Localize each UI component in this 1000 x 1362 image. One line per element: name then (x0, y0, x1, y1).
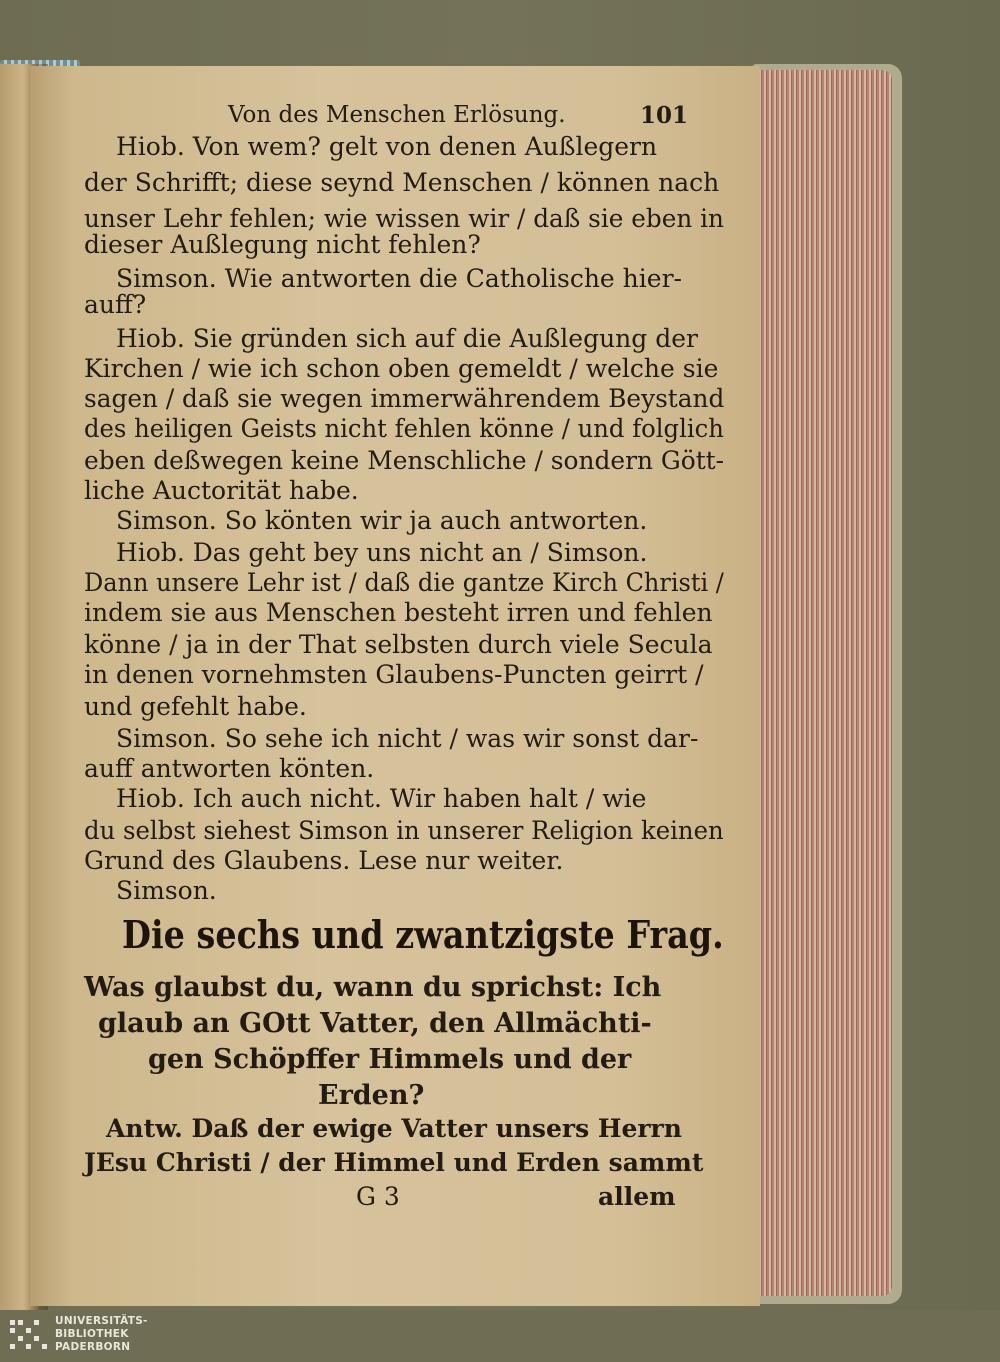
question-line: Erden? (318, 1080, 425, 1111)
logo-line: BIBLIOTHEK (55, 1328, 129, 1340)
text-line: liche Auctorität habe. (84, 476, 359, 505)
question-heading: Die sechs und zwantzigste Frag. (122, 912, 724, 957)
answer-line: Antw. Daß der ewige Vatter unsers Herrn (106, 1114, 682, 1143)
text-line: Grund des Glaubens. Lese nur weiter. (84, 846, 564, 875)
text-line: könne / ja in der That selbsten durch viele Secula (84, 630, 713, 659)
page-block-edges (742, 70, 892, 1296)
page-number: 101 (640, 102, 689, 129)
signature-mark: G 3 (356, 1182, 400, 1211)
text-line: dieser Außlegung nicht fehlen? (84, 230, 481, 259)
question-line: gen Schöpffer Himmels und der (148, 1044, 632, 1075)
text-line: Hiob. Ich auch nicht. Wir haben halt / wie (116, 784, 647, 813)
text-line: in denen vornehmsten Glaubens-Puncten geirrt / (84, 660, 704, 689)
book-page (30, 66, 760, 1306)
question-line: glaub an GOtt Vatter, den Allmächti- (98, 1008, 652, 1039)
footer-bar (0, 1310, 1000, 1362)
text-line: Hiob. Das geht bey uns nicht an / Simson. (116, 538, 648, 567)
text-line: Simson. So könten wir ja auch antworten. (116, 506, 648, 535)
text-line: auff antworten könten. (84, 754, 375, 783)
catchword: allem (598, 1182, 676, 1211)
library-logo-icon (8, 1316, 48, 1356)
text-line: Hiob. Sie gründen sich auf die Außlegung der (116, 324, 698, 353)
text-line: Hiob. Von wem? gelt von denen Außlegern (116, 132, 658, 161)
logo-line: UNIVERSITÄTS- (55, 1315, 148, 1327)
text-line: Simson. (116, 876, 217, 905)
text-line: indem sie aus Menschen besteht irren und fehlen (84, 598, 713, 627)
text-line: Dann unsere Lehr ist / daß die gantze Kirch Christi / (84, 568, 724, 597)
running-title: Von des Menschen Erlösung. (228, 102, 566, 128)
text-line: Simson. So sehe ich nicht / was wir sonst dar- (116, 724, 699, 753)
text-line: auff? (84, 290, 147, 319)
text-line: der Schrifft; diese seynd Menschen / können nach (84, 168, 720, 197)
question-line: Was glaubst du, wann du sprichst: Ich (84, 972, 662, 1003)
text-line: sagen / daß sie wegen immerwährendem Beystand (84, 384, 725, 413)
text-line: eben deßwegen keine Menschliche / sondern Gött- (84, 446, 725, 475)
text-line: unser Lehr fehlen; wie wissen wir / daß sie eben in (84, 204, 724, 233)
answer-line: JEsu Christi / der Himmel und Erden sammt (84, 1148, 704, 1177)
text-line: Kirchen / wie ich schon oben gemeldt / welche sie (84, 354, 719, 383)
library-logo-text (55, 1315, 148, 1354)
text-line: des heiligen Geists nicht fehlen könne / und folglich (84, 414, 724, 443)
text-line: und gefehlt habe. (84, 692, 307, 721)
text-line: du selbst siehest Simson in unserer Religion keinen (84, 816, 724, 845)
logo-line: PADERBORN (55, 1341, 131, 1353)
text-line: Simson. Wie antworten die Catholische hier- (116, 264, 682, 293)
